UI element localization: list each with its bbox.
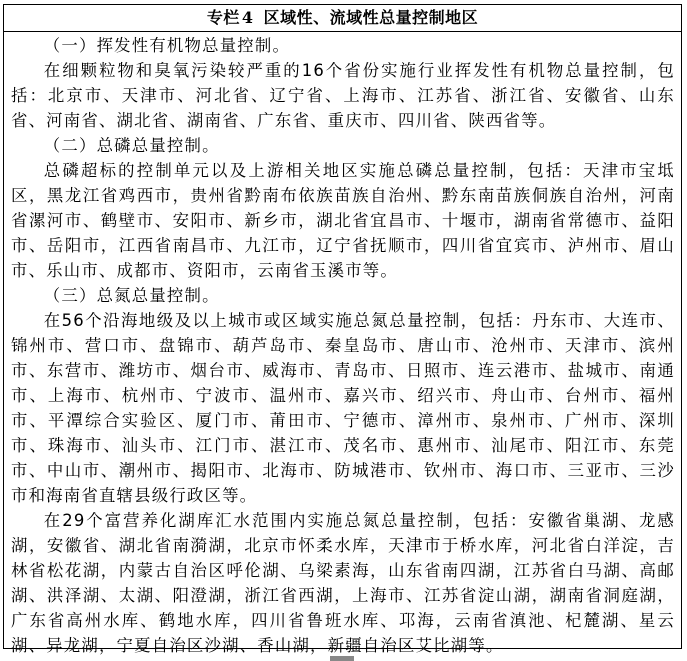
section-heading-voc: （一）挥发性有机物总量控制。: [43, 36, 291, 55]
column-box: [3, 4, 682, 655]
page-marker: [330, 656, 354, 661]
column-body: [4, 32, 681, 658]
column-label: 专栏: [206, 8, 240, 27]
column-title-text: 区域性、流域性总量控制地区: [263, 8, 479, 27]
section-heading-nitrogen: （三）总氮总量控制。: [43, 286, 220, 305]
section-paragraph-phosphorus: 总磷超标的控制单元以及上游相关地区实施总磷总量控制，包括：天津市宝坻区，黑龙江省鸡西市，贵州省黔南布依族苗族自治州、黔东南苗族侗族自治州，河南省漯河市、鹤壁市、安阳市、新乡市，湖北省宜昌市、十堰市，湖南省常德市、益阳市、岳阳市，江西省南昌市、九江市，辽宁省抚顺市，四川省宜宾市、泸州市、眉山市、乐山市、成都市、资阳市，云南省玉溪市等。: [11, 161, 675, 280]
section-paragraph-nitrogen-lakes: 在29个富营养化湖库汇水范围内实施总氮总量控制，包括：安徽省巢湖、龙感湖，安徽省、湖北省南漪湖，北京市怀柔水库，天津市于桥水库，河北省白洋淀，吉林省松花湖，内蒙古自治区呼伦湖、乌梁素海，山东省南四湖，江苏省白马湖、高邮湖、洪泽湖、太湖、阳澄湖，浙江省西湖，上海市、江苏省淀山湖，湖南省洞庭湖，广东省高州水库、鹤地水库，四川省鲁班水库、邛海，云南省滇池、杞麓湖、星云湖、异龙湖，宁夏自治区沙湖、香山湖，新疆自治区艾比湖等。: [11, 511, 675, 655]
section-paragraph-nitrogen-coastal: 在56个沿海地级及以上城市或区域实施总氮总量控制，包括：丹东市、大连市、锦州市、营口市、盘锦市、葫芦岛市、秦皇岛市、唐山市、沧州市、天津市、滨州市、东营市、潍坊市、烟台市、威海市、青岛市、日照市、连云港市、盐城市、南通市、上海市、杭州市、宁波市、温州市、嘉兴市、绍兴市、舟山市、台州市、福州市、平潭综合实验区、厦门市、莆田市、宁德市、漳州市、泉州市、广州市、深圳市、珠海市、汕头市、江门市、湛江市、茂名市、惠州市、汕尾市、阳江市、东莞市、中山市、潮州市、揭阳市、北海市、防城港市、钦州市、海口市、三亚市、三沙市和海南省直辖县级行政区等。: [11, 311, 675, 505]
section-heading-phosphorus: （二）总磷总量控制。: [43, 136, 220, 155]
section-paragraph-voc: 在细颗粒物和臭氧污染较严重的16个省份实施行业挥发性有机物总量控制，包括：北京市、天津市、河北省、辽宁省、上海市、江苏省、浙江省、安徽省、山东省、河南省、湖北省、湖南省、广东省、重庆市、四川省、陕西省等。: [11, 61, 675, 130]
column-number: 4: [241, 8, 254, 27]
column-title: [4, 5, 681, 32]
